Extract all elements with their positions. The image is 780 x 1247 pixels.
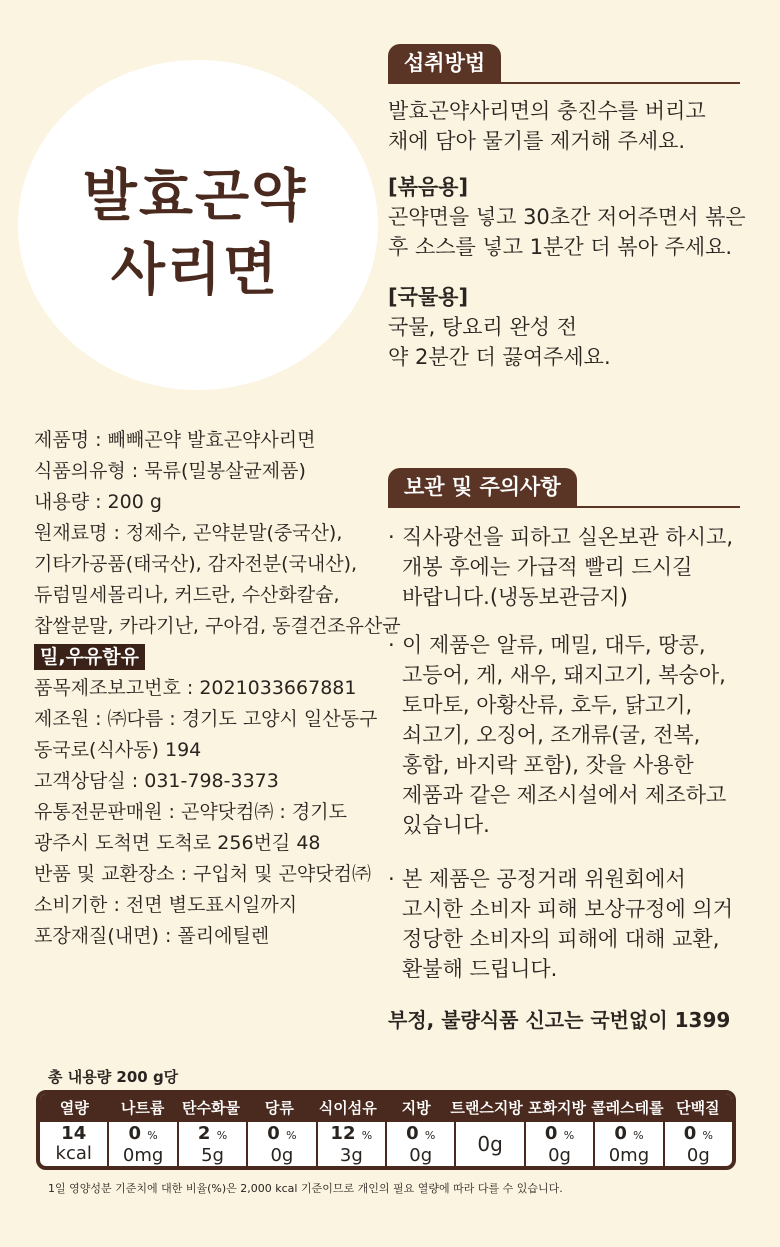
nutrition-header: 포화지방 — [528, 1099, 586, 1117]
bullet-text: 홍합, 바지락 포함), 잣을 사용한 — [402, 753, 694, 777]
pct-sign: % — [702, 1129, 713, 1142]
nutrition-cell — [524, 1122, 593, 1166]
kcal-value: 14 — [61, 1123, 87, 1144]
nutrition-cell — [663, 1122, 732, 1166]
nutrient-pct: 0 — [406, 1123, 419, 1144]
howto-rule — [388, 82, 740, 84]
bullet-text: 바랍니다.(냉동보관금지) — [402, 585, 628, 609]
pct-sign: % — [147, 1129, 158, 1142]
bullet-text: 이 제품은 알류, 메밀, 대두, 땅콩, — [402, 633, 706, 657]
storage-header — [388, 468, 577, 506]
nutrition-header: 열량 — [59, 1099, 89, 1117]
report-hotline: 부정, 불량식품 신고는 국번없이 1399 — [388, 1008, 731, 1032]
nutrient-pct: 0 — [614, 1123, 627, 1144]
nutrition-header: 트랜스지방 — [450, 1099, 523, 1117]
product-title — [30, 160, 360, 308]
nutrition-header: 당류 — [264, 1099, 294, 1117]
howto-intro-line: 발효곤약사리면의 충진수를 버리고 — [388, 99, 706, 123]
info-line: 제조원 : ㈜다름 : 경기도 고양시 일산동구 — [34, 708, 378, 730]
nutrient-amount: 0g — [548, 1145, 571, 1166]
storage-bullet-2 — [388, 630, 726, 840]
info-line: 소비기한 : 전면 별도표시일까지 — [34, 894, 298, 916]
info-line: 기타가공품(태국산), 감자전분(국내산), — [34, 553, 358, 575]
pct-sign: % — [286, 1129, 297, 1142]
nutrient-amount: 0mg — [608, 1145, 650, 1166]
info-line: 광주시 도척면 도척로 256번길 48 — [34, 832, 321, 854]
nutrition-header-row — [40, 1094, 732, 1122]
fry-line: 곤약면을 넣고 30초간 저어주면서 볶은 — [388, 205, 746, 229]
info-line: 식품의유형 : 묵류(밀봉살균제품) — [34, 460, 306, 482]
pct-sign: % — [424, 1129, 436, 1142]
info-line: 찹쌀분말, 카라기난, 구아검, 동결건조유산균 — [34, 615, 401, 637]
soup-label: [국물용] — [388, 285, 469, 309]
nutrient-pct: 0 — [267, 1123, 280, 1144]
soup-line: 약 2분간 더 끓여주세요. — [388, 345, 611, 369]
storage-bullet-1 — [388, 522, 733, 612]
nutrition-value-row — [40, 1122, 732, 1166]
bullet-dot: · — [388, 867, 395, 891]
bullet-text: 정당한 소비자의 피해에 대해 교환, — [402, 927, 720, 951]
bullet-text: 개봉 후에는 가급적 빨리 드시길 — [402, 555, 693, 579]
info-line: 반품 및 교환장소 : 구입처 및 곤약닷컴㈜ — [34, 863, 371, 885]
nutrition-cell — [316, 1122, 385, 1166]
howto-intro — [388, 96, 706, 156]
howto-header — [388, 44, 501, 82]
bullet-text: 토마토, 아황산류, 호두, 닭고기, — [402, 693, 693, 717]
bullet-dot: · — [388, 633, 395, 657]
pct-sign: % — [216, 1129, 228, 1142]
nutrient-pct: 0 — [128, 1123, 141, 1144]
bullet-text: 고등어, 게, 새우, 돼지고기, 복숭아, — [402, 663, 726, 687]
info-line: 제품명 : 빼빼곤약 발효곤약사리면 — [34, 429, 316, 451]
nutrition-header: 콜레스테롤 — [591, 1099, 664, 1117]
nutrition-cell — [454, 1122, 523, 1166]
info-line: 고객상담실 : 031-798-3373 — [34, 770, 279, 792]
nutrient-pct: 0 — [683, 1123, 697, 1144]
info-line: 유통전문판매원 : 곤약닷컴㈜ : 경기도 — [34, 801, 347, 823]
howto-tag: 섭취방법 — [388, 44, 501, 82]
product-info — [34, 425, 401, 952]
howto-fry — [388, 172, 746, 262]
nutrition-cell — [246, 1122, 315, 1166]
nutrient-amount: 0mg — [122, 1145, 164, 1166]
info-line: 품목제조보고번호 : 2021033667881 — [34, 677, 357, 699]
storage-tag: 보관 및 주의사항 — [388, 468, 577, 506]
storage-bullet-3 — [388, 864, 733, 984]
pct-sign: % — [563, 1129, 575, 1142]
nutrient-amount: 3g — [339, 1145, 363, 1166]
info-line: 원재료명 : 정제수, 곤약분말(중국산), — [34, 522, 343, 544]
nutrition-cell — [593, 1122, 662, 1166]
pct-sign: % — [361, 1129, 373, 1142]
product-title-line-1: 발효곤약 — [82, 164, 308, 229]
howto-intro-line: 채에 담아 물기를 제거해 주세요. — [388, 129, 686, 153]
bullet-text: 직사광선을 피하고 실온보관 하시고, — [402, 525, 733, 549]
fry-label: [볶음용] — [388, 175, 469, 199]
nutrition-header: 나트륨 — [120, 1099, 165, 1117]
nutrition-header: 단백질 — [676, 1099, 720, 1117]
info-line: 동국로(식사동) 194 — [34, 739, 202, 761]
soup-line: 국물, 탕요리 완성 전 — [388, 315, 577, 339]
pct-sign: % — [633, 1129, 644, 1142]
bullet-text: 있습니다. — [402, 813, 490, 837]
product-title-line-2: 사리면 — [110, 238, 280, 303]
nutrient-amount: 0g — [686, 1145, 710, 1166]
bullet-text: 본 제품은 공정거래 위원회에서 — [402, 867, 686, 891]
nutrition-header: 탄수화물 — [181, 1099, 240, 1117]
allergen-badge: 밀,우유함유 — [34, 644, 145, 670]
nutrition-cell — [177, 1122, 246, 1166]
bullet-dot: · — [388, 525, 395, 549]
nutrition-header: 지방 — [401, 1099, 431, 1117]
nutrition-cell-kcal — [40, 1122, 107, 1166]
nutrition-header: 식이섬유 — [318, 1099, 377, 1117]
nutrient-amount: 0g — [270, 1145, 294, 1166]
nutrient-pct: 0 — [544, 1123, 558, 1144]
nutrient-pct: 12 — [330, 1123, 356, 1144]
nutrient-amount: 5g — [201, 1145, 224, 1166]
kcal-unit: kcal — [55, 1143, 92, 1164]
fry-line: 후 소스를 넣고 1분간 더 볶아 주세요. — [388, 235, 733, 259]
nutrition-cell — [107, 1122, 176, 1166]
info-line: 듀럼밀세몰리나, 커드란, 수산화칼슘, — [34, 584, 340, 606]
nutrition-cell — [385, 1122, 454, 1166]
nutrition-table — [36, 1090, 736, 1170]
bullet-text: 제품과 같은 제조시설에서 제조하고 — [402, 783, 727, 807]
howto-soup — [388, 282, 611, 372]
info-line: 포장재질(내면) : 폴리에틸렌 — [34, 925, 270, 947]
bullet-text: 환불해 드립니다. — [402, 957, 558, 981]
bullet-text: 쇠고기, 오징어, 조개류(굴, 전복, — [402, 723, 701, 747]
nutrient-pct: 2 — [197, 1123, 211, 1144]
info-line: 내용량 : 200 g — [34, 491, 162, 513]
nutrient-amount: 0g — [477, 1132, 503, 1156]
nutrient-amount: 0g — [409, 1145, 433, 1166]
nutrition-caption: 총 내용량 200 g당 — [48, 1068, 179, 1086]
bullet-text: 고시한 소비자 피해 보상규정에 의거 — [402, 897, 733, 921]
nutrition-footnote: 1일 영양성분 기준치에 대한 비율(%)은 2,000 kcal 기준이므로 개인의 필요 열량에 따라 다를 수 있습니다. — [48, 1182, 563, 1195]
storage-rule — [388, 506, 740, 508]
